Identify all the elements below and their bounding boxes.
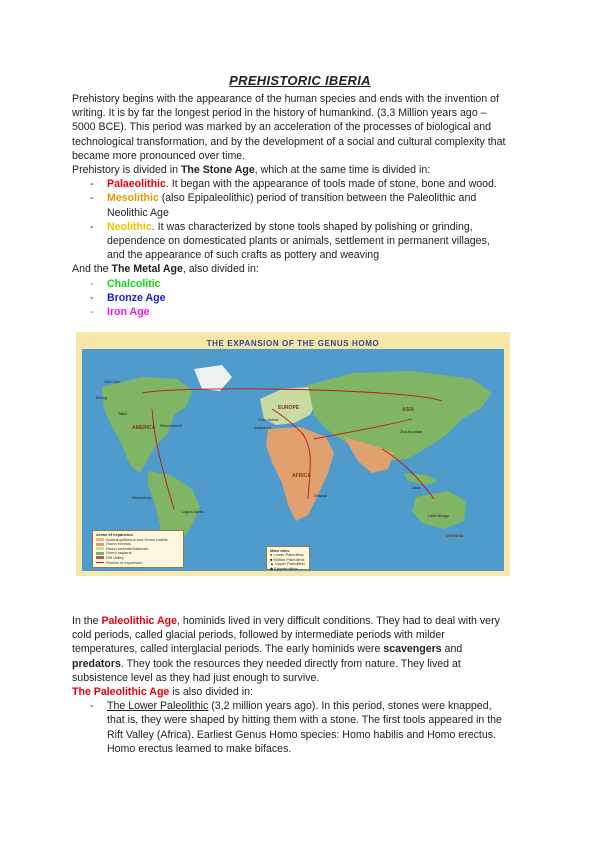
legend-item: ■ Middle Paleolithic: [270, 556, 305, 562]
map-label-africa: AFRICA: [292, 473, 311, 479]
stone-age-term: The Stone Age: [180, 164, 255, 177]
legend-item: ● Lower Paleolithic: [270, 552, 304, 558]
term-neolithic: Neolithic: [107, 220, 152, 233]
legend-title: Main sites: [270, 548, 290, 553]
term-mesolithic: Mesolithic: [107, 192, 159, 205]
map-label-america: AMERICA: [132, 425, 156, 431]
map-place: Lake Mungo: [428, 514, 449, 518]
metal-age-intro: And the The Metal Age, also divided in:: [72, 263, 259, 276]
map-place: Atapuerca: [254, 426, 272, 430]
map-label-europe: EUROPE: [278, 405, 300, 411]
stone-age-intro: Prehistory is divided in The Stone Age, which at the same time is divided in:: [72, 164, 431, 177]
metal-age-list: [72, 277, 532, 320]
paleolithic-section: [72, 614, 532, 756]
list-item-palaeolithic: - Palaeolithic. It began with the appearance of tools made of stone, bone and wood.: [90, 178, 497, 191]
map-place: Java: [412, 486, 421, 490]
paleo-line: predators. They took the resources they needed directly from nature. They lived at: [72, 657, 461, 670]
map-place: Zhoukoudian: [400, 430, 422, 434]
map-place: Old Crow: [104, 380, 120, 384]
paleo-line: cold periods, called glacial periods, followed by intermediate periods with milder: [72, 629, 445, 642]
legend-item: Homo sapiens: [96, 551, 180, 556]
intro-line: writing. It is by far the longest period in the history of humankind. (3,3 Million years ago –: [72, 107, 487, 120]
map-place: Pikimachay: [132, 496, 152, 500]
map-legend-areas: [92, 530, 184, 568]
list-item-lower-paleolithic: - The Lower Paleolithic (3,2 million years ago). In this period, stones were knapped, that is, they were shaped by hitting them with a stone. The first tools appeared in the Rift Valley (Africa). Earliest Genus Homo species: Homo habilis and Homo erectus. Homo erectus learned to make bifaces.: [90, 700, 502, 755]
map-label-asia: ASIA: [402, 407, 414, 413]
paleolithic-list: [72, 699, 532, 756]
map-place: Bering: [96, 396, 107, 400]
intro-line: 5000 BCE). This period was marked by an acceleration of the processes of biological and: [72, 121, 492, 134]
intro-line: technological transformation, and by the development of a social and cultural complexity that: [72, 135, 506, 148]
legend-item: Homo erectus: [96, 542, 180, 547]
expansion-map-figure: [76, 332, 510, 576]
map-place: Meadowcroft: [160, 424, 182, 428]
list-item-neolithic: - Neolithic. It was characterized by stone tools shaped by polishing or grinding, dependence on domesticated plants or animals, settlement in permanent villages, and the appearance of such crafts as pottery and weaving: [90, 220, 490, 262]
legend-item: Rift Valley: [96, 556, 180, 561]
paleo-line: In the Paleolithic Age, hominids lived in very difficult conditions. They had to deal with very: [72, 615, 500, 627]
map-legend-sites: [266, 546, 310, 570]
paleo-line: subsistence level as they had just enough to survive.: [72, 671, 320, 684]
intro-line: became more pronounced over time.: [72, 149, 246, 162]
intro-line: Prehistory begins with the appearance of the human species and ends with the invention of: [72, 93, 499, 105]
term-scavengers: scavengers: [383, 643, 442, 656]
page-title: PREHISTORIC IBERIA: [229, 73, 371, 88]
stone-age-list: [72, 177, 532, 262]
term-predators: predators: [72, 657, 121, 670]
term-palaeolithic: Palaeolithic: [107, 178, 166, 191]
map-place: Gran Dolina: [258, 418, 279, 422]
list-item-bronze-age: - Bronze Age: [90, 291, 166, 304]
map-title: THE EXPANSION OF THE GENUS HOMO: [206, 339, 380, 348]
map-place: Olduvai: [314, 494, 327, 498]
legend-item: Homo neanderthalensis: [96, 547, 180, 552]
map-place: Lagoa Santa: [182, 510, 204, 514]
legend-item: Australopithecus and Homo habilis: [96, 538, 180, 543]
paleo-division-heading: The Paleolithic Age is also divided in:: [72, 686, 253, 699]
legend-item: Routes of expansion: [96, 561, 180, 566]
paleo-line: temperatures, called interglacial periods. The early hominids were scavengers and: [72, 643, 463, 656]
legend-title: Areas of expansion: [96, 532, 133, 537]
intro-paragraph: [72, 92, 532, 319]
term-lower-paleolithic: The Lower Paleolithic: [107, 700, 209, 713]
list-item-iron-age: - Iron Age: [90, 306, 150, 319]
list-item-chalcolitic: - Chalcolitic: [90, 277, 161, 290]
metal-age-term: The Metal Age: [111, 263, 183, 276]
list-item-mesolithic: - Mesolithic (also Epipaleolithic) period of transition between the Paleolithic and Neolithic Age: [90, 192, 477, 219]
map-place: Taber: [118, 412, 128, 416]
term-paleolithic-age: Paleolithic Age: [101, 615, 178, 627]
map-label-oceania: Oceania: [446, 533, 464, 538]
legend-item: ▲ Upper Paleolithic: [270, 561, 306, 567]
legend-item: ◆ Epipaleolithic: [270, 565, 298, 571]
